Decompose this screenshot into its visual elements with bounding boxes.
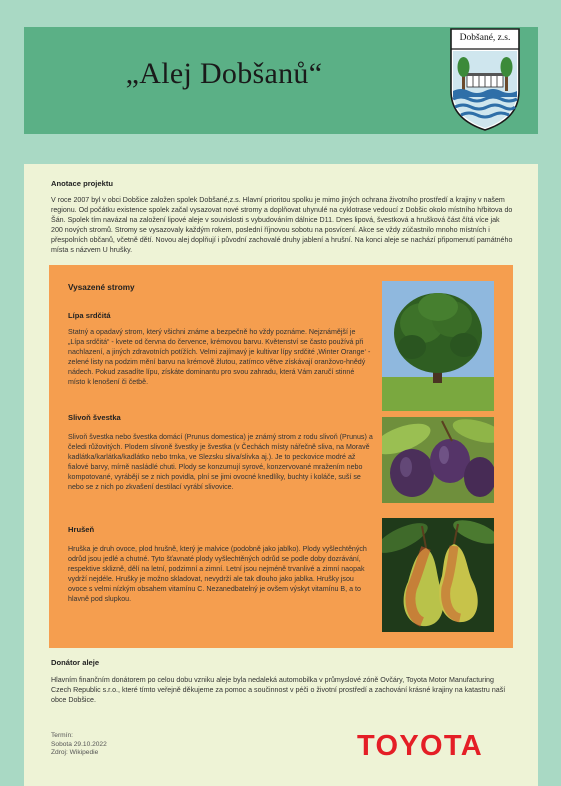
plums-photo bbox=[382, 417, 494, 503]
tree-text-pear: Hruška je druh ovoce, plod hrušně, který je malvice (podobně jako jablko). Plody vyšlechtěných odrůd jsou jedlé a chutné. Tyto šťavnaté plody vyšlechtěných odrůd se podle doby dozrávání, respektive sklizně, dělí na letní, podzimní a zimní. Letní jsou nejméně trvanlivé a zimní naopak vydrží nejdéle. Hrušky je možno skladovat, nevydrží ale tak dlouho jako jablka. Hrušky jsou ovoce s velmi nízkým obsahem vitamínu C. Nezanedbatelný je ovšem výskyt vitamínu B, a to hlavně pod slupkou. bbox=[68, 545, 367, 604]
tree-name-pear: Hrušeň bbox=[68, 525, 95, 534]
annotation-title: Anotace projektu bbox=[51, 179, 114, 188]
pears-photo bbox=[382, 518, 494, 632]
crest-name: Dobšané, z.s. bbox=[459, 33, 511, 43]
crest-emblem bbox=[449, 27, 521, 132]
header-banner bbox=[24, 27, 538, 134]
trees-title: Vysazené stromy bbox=[68, 283, 135, 292]
footer-info bbox=[51, 732, 107, 758]
tree-name-linden: Lípa srdčitá bbox=[68, 311, 111, 320]
annotation-text: V roce 2007 byl v obci Dobšice založen spolek Dobšané,z.s. Hlavní prioritou spolku je mimo jiných ochrana životního prostředí a krajiny v našem regionu. Od počátku existence spolek začal vysazovat nové stromy a doplňovat uhynulé na cyklotrase vedoucí z Dobšic okolo místního hřbitova do Šán. Spolek tím navázal na založení lipové aleje v souvislosti s vybudováním dálnice D11. Dnes lipová, švestková a hrušková část čítá více jak 200 nových stromů. Stromy se vysazovaly každým rokem, poslední říjnovou sobotu na posvícení. Akce se vždy zúčastnilo mnoho místních i přespolních občanů, včetně dětí. Novou alej doplňují i původní zachovalé druhy jablení a hrušní. Na konci aleje se nachází připomenutí památného místa s názvem U hrušky. bbox=[51, 196, 513, 255]
donor-title: Donátor aleje bbox=[51, 658, 100, 667]
plums-icon bbox=[382, 417, 494, 503]
term-label: Termín: bbox=[51, 732, 73, 739]
brand-logo: TOYOTA bbox=[357, 730, 483, 762]
trees-box bbox=[49, 265, 513, 648]
donor-text: Hlavním finančním donátorem po celou dobu vzniku aleje byla nedaleká automobilka v průmyslové zóně Ovčáry, Toyota Motor Manufacturing Czech Republic s.r.o., které tímto veřejně děkujeme za pomoc a součinnost v péči o životní prostředí a zachování krásné krajiny na katastru naší obce Dobšice. bbox=[51, 676, 506, 705]
source-note: Zdroj: Wikipedie bbox=[51, 749, 99, 756]
linden-tree-icon bbox=[382, 281, 494, 411]
content-panel bbox=[24, 164, 538, 786]
page-title: „Alej Dobšanů“ bbox=[125, 57, 323, 90]
pears-icon bbox=[382, 518, 494, 632]
linden-tree-photo bbox=[382, 281, 494, 411]
tree-text-linden: Statný a opadavý strom, který všichni známe a bezpečně ho vždy poznáme. Nejznámější je „Lípa srdčitá“ - kvete od června do července, krémovou barvu. Květenství se často používá při nachlazení, a jiných zdravotních potížích. Velmi zajímavý je kultivar lípy srdčité ‚Winter Orange‘ - zelené listy na podzim mění barvu na krémově žlutou, zatímco větve získávají oranžovo-hnědý nádech. Pokud zasadíte lípu, získáte dominantu pro svou zahradu, která Vám zaručí stinné místo k lenošení či četbě. bbox=[68, 328, 371, 387]
event-date: Sobota 29.10.2022 bbox=[51, 740, 107, 748]
tree-name-plum: Slivoň švestka bbox=[68, 413, 121, 422]
tree-text-plum: Slivoň švestka nebo švestka domácí (Prunus domestica) je známý strom z rodu slivoň (Prunus) a čeledi růžovitých. Plodem slivoně švestky je švestka (v Čechách místy nářečně sliva, na Moravě kadlátka/karlátka/kadlátko nebo trnka, ve Slezsku sliva/slivka aj.). Je to peckovice modré až fialové barvy, mírně nasládlé chuti. Plody se konzumují syrové, konzervované mražením nebo kompotované, vyrábějí se z nich povidla, plní se jimi ovocné knedlíky, buchty i koláče, suší se nebo se z nich po zkvašení destilací vyrábí slivovice. bbox=[68, 433, 373, 492]
